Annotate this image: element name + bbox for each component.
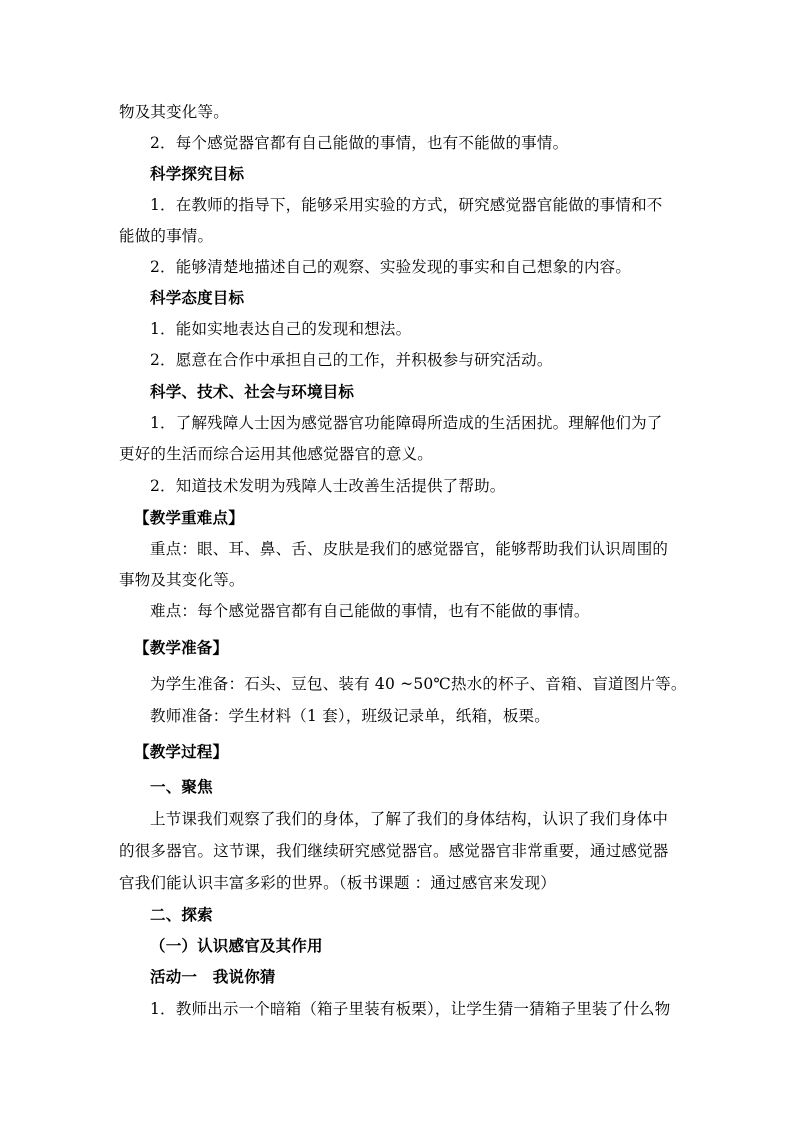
paragraph-line: 1．能如实地表达自己的发现和想法。 — [150, 320, 412, 338]
section-heading: 科学探究目标 — [150, 164, 245, 183]
paragraph-line: 2．每个感觉器官都有自己能做的事情，也有不能做的事情。 — [150, 134, 569, 152]
section-heading: 二、探索 — [150, 905, 213, 924]
paragraph-line: 能做的事情。 — [119, 227, 214, 245]
paragraph-line: 官我们能认识丰富多彩的世界。（板书课题 ：通过感官来发现） — [119, 874, 556, 892]
paragraph-line: 重点：眼、耳、鼻、舌、皮肤是我们的感觉器官，能够帮助我们认识周围的 — [150, 540, 669, 558]
paragraph-line: 事物及其变化等。 — [119, 571, 245, 589]
paragraph-line: 更好的生活而综合运用其他感觉器官的意义。 — [119, 445, 434, 463]
paragraph-line: 2．知道技术发明为残障人士改善生活提供了帮助。 — [150, 477, 506, 495]
paragraph-line: 为学生准备：石头、豆包、装有 40 ~50℃热水的杯子、音箱、盲道图片等。 — [150, 675, 687, 693]
paragraph-line: 1．教师出示一个暗箱（箱子里装有板栗），让学生猜一猜箱子里装了什么物 — [150, 1000, 671, 1018]
section-heading: 科学、技术、社会与环境目标 — [150, 382, 355, 401]
section-heading: 【教学过程】 — [134, 742, 229, 761]
section-heading: 一、聚焦 — [150, 777, 213, 796]
section-heading: 【教学重难点】 — [134, 508, 244, 527]
paragraph-line: 2．愿意在合作中承担自己的工作，并积极参与研究活动。 — [150, 351, 553, 369]
paragraph-line: 1．了解残障人士因为感觉器官功能障碍所造成的生活困扰。理解他们为了 — [150, 414, 663, 432]
paragraph-line: 1．在教师的指导下，能够采用实验的方式，研究感觉器官能做的事情和不 — [150, 196, 663, 214]
section-heading: 科学态度目标 — [150, 288, 245, 307]
section-heading: （一）认识感官及其作用 — [150, 936, 323, 955]
paragraph-line: 难点：每个感觉器官都有自己能做的事情，也有不能做的事情。 — [150, 602, 590, 620]
paragraph-line: 2．能够清楚地描述自己的观察、实验发现的事实和自己想象的内容。 — [150, 258, 632, 276]
section-heading: 活动一 我说你猜 — [150, 967, 276, 986]
paragraph-line: 的很多器官。这节课，我们继续研究感觉器官。感觉器官非常重要，通过感觉器 — [119, 842, 669, 860]
section-heading: 【教学准备】 — [134, 638, 229, 657]
paragraph-line: 上节课我们观察了我们的身体，了解了我们的身体结构，认识了我们身体中 — [150, 810, 669, 828]
paragraph-line: 教师准备：学生材料（1 套），班级记录单，纸箱，板栗。 — [150, 707, 550, 725]
paragraph-line: 物及其变化等。 — [119, 103, 229, 121]
